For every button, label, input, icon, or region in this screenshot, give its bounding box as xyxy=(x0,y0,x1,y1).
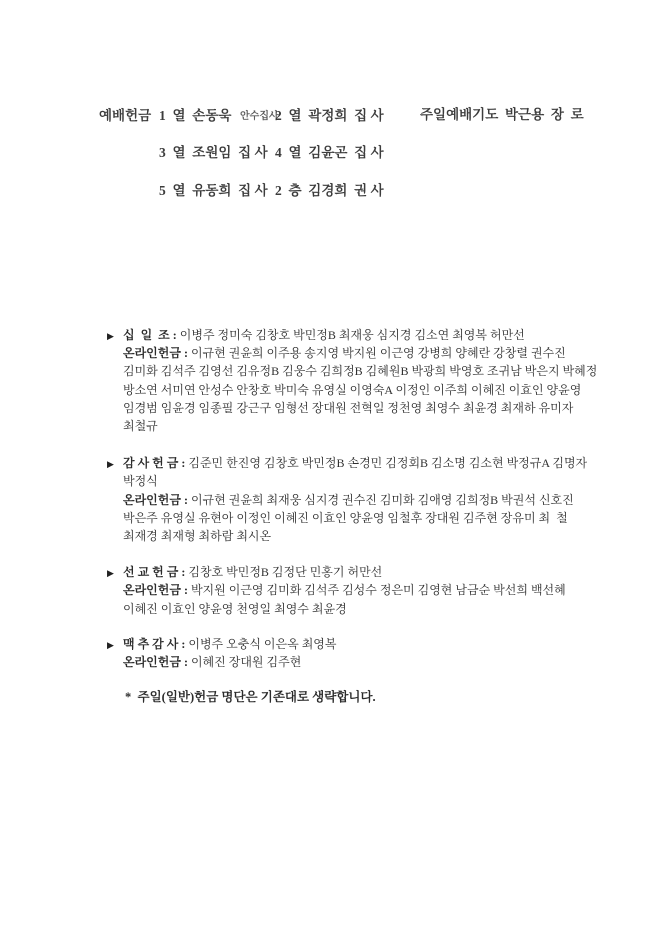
names-text: 김준민 한진영 김창호 박민정B 손경민 김정회B 김소명 김소현 박정규A 김명자 xyxy=(188,456,588,471)
online-offering-label: 온라인헌금 : xyxy=(123,583,191,598)
tithe-line-3 xyxy=(123,362,598,380)
online-offering-label: 온라인헌금 : xyxy=(123,655,191,670)
names-text: 임경범 임윤경 임종필 강근구 임형선 장대원 전혁일 정천영 최영수 최윤경 최재하 유미자 xyxy=(123,400,574,415)
mission-line-2 xyxy=(123,581,585,599)
triangle-bullet-icon: ▶ xyxy=(107,459,114,470)
tithe-line-1 xyxy=(123,326,585,344)
names-text: 이규현 권윤희 최재웅 심지경 권수진 김미화 김애영 김희정B 박권석 신호진 xyxy=(190,492,574,507)
triangle-bullet-icon: ▶ xyxy=(107,568,114,579)
footnote-text: 주일(일반)헌금 명단은 기존대로 생략합니다. xyxy=(137,690,376,705)
names-text: 박은주 유영실 유현아 이정인 이혜진 이효인 양윤영 임철후 장대원 김주현 장유미 최 철 xyxy=(123,510,568,525)
thanks-line-1 xyxy=(123,454,588,472)
asterisk-icon: * xyxy=(125,690,138,705)
tithe-line-4 xyxy=(123,381,585,399)
donor-lists xyxy=(107,326,598,706)
names-text: 이병주 정미숙 김창호 박민정B 최재웅 심지경 김소연 최영복 허만선 xyxy=(179,328,525,342)
names-text: 이혜진 이효인 양윤영 천영일 최영수 최윤경 xyxy=(123,601,347,616)
thanksgiving-label: 감 사 헌 금 : xyxy=(123,456,189,471)
harvest-line-1 xyxy=(123,635,585,653)
names-text: 방소연 서미연 안성수 안창호 박미숙 유영실 이영숙A 이정인 이주희 이혜진 이효인 양윤영 xyxy=(123,382,582,397)
mission-line-3 xyxy=(123,600,585,618)
section-thanksgiving-offering xyxy=(107,454,588,545)
harvest-label: 맥 추 감 사 : xyxy=(123,636,189,651)
mission-line-1 xyxy=(123,563,585,581)
thanks-line-4 xyxy=(123,509,585,527)
offering-row3-col1: 5 열 유동희 집 사 xyxy=(159,183,268,198)
mission-label: 선 교 헌 금 : xyxy=(123,565,189,580)
names-text: 이혜진 장대원 김주현 xyxy=(190,655,302,670)
names-text: 최재경 최재형 최하람 최시온 xyxy=(123,529,272,544)
harvest-line-2 xyxy=(123,653,585,671)
names-text: 김미화 김석주 김영선 김유정B 김웅수 김희정B 김혜원B 박광희 박영호 조귀남 박은지 박혜정 xyxy=(123,364,598,379)
section-mission-offering xyxy=(107,563,585,618)
footnote xyxy=(107,688,585,706)
names-text: 이병주 오충식 이은옥 최영복 xyxy=(188,636,337,651)
triangle-bullet-icon: ▶ xyxy=(107,639,114,650)
names-text: 이규현 권윤희 이주용 송지영 박지원 이근영 강병희 양혜란 강창렬 권수진 xyxy=(190,346,566,361)
names-text: 박지원 이근영 김미화 김석주 김성수 정은미 김영현 남금순 박선희 백선혜 xyxy=(190,583,566,598)
names-text: 최철규 xyxy=(123,419,158,434)
online-offering-label: 온라인헌금 : xyxy=(123,492,191,507)
section-harvest-thanksgiving xyxy=(107,635,585,671)
offering-row1-title-badge: 안수집사 xyxy=(240,111,279,122)
online-offering-label: 온라인헌금 : xyxy=(123,346,191,361)
tithe-label: 십 일 조 : xyxy=(123,328,180,342)
offering-row2-col1: 3 열 조원임 집 사 xyxy=(159,145,268,160)
triangle-bullet-icon: ▶ xyxy=(107,331,114,341)
names-text: 박정식 xyxy=(123,474,158,489)
offering-row2-col2: 4 열 김윤곤 집 사 xyxy=(275,145,384,160)
offering-row1-col1: 1 열 손동욱 xyxy=(159,108,232,123)
worship-offering-label: 예배헌금 xyxy=(99,108,152,123)
tithe-line-2 xyxy=(123,344,585,362)
offering-row1-col2: 2 열 곽정희 집 사 xyxy=(275,108,384,123)
sunday-prayer-leader: 주일예배기도 박근용 장 로 xyxy=(420,107,584,122)
thanks-line-5 xyxy=(123,527,585,545)
offering-row3-col2: 2 층 김경희 권 사 xyxy=(275,183,384,198)
section-tithe xyxy=(107,326,598,435)
tithe-line-6 xyxy=(123,417,585,435)
thanks-line-2 xyxy=(123,472,585,490)
thanks-line-3 xyxy=(123,491,585,509)
names-text: 김창호 박민정B 김정단 민홍기 허만선 xyxy=(188,565,383,580)
tithe-line-5 xyxy=(123,399,585,417)
